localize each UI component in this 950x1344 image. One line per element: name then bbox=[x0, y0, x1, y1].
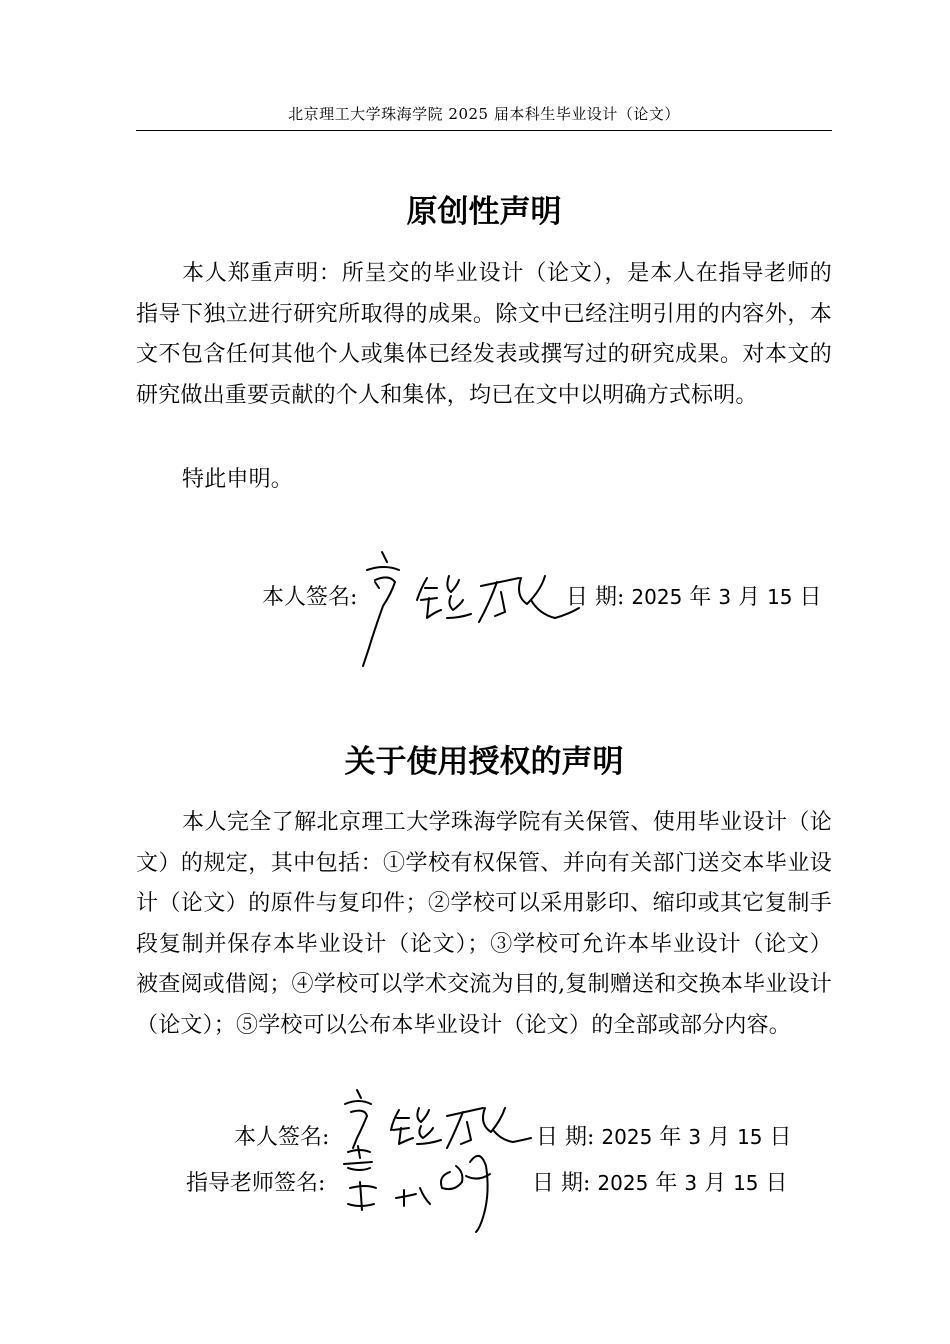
signature-label: 本人签名: bbox=[262, 585, 358, 610]
student-handwritten-signature bbox=[355, 548, 585, 673]
date-year: 2025 bbox=[597, 1171, 649, 1195]
date-row-1 bbox=[566, 580, 822, 611]
date-row-3 bbox=[532, 1166, 788, 1197]
date-label: 日 期: bbox=[566, 585, 625, 610]
student-signature-row bbox=[262, 580, 357, 611]
date-year: 2025 bbox=[601, 1125, 653, 1149]
year-unit: 年 bbox=[689, 585, 712, 610]
date-month: 3 bbox=[718, 585, 732, 609]
date-day: 15 bbox=[733, 1171, 759, 1195]
originality-statement-closing: 特此申明。 bbox=[182, 467, 294, 492]
date-month: 3 bbox=[688, 1125, 702, 1149]
day-unit: 日 bbox=[799, 585, 822, 610]
originality-statement-title: 原创性声明 bbox=[406, 194, 562, 230]
month-unit: 月 bbox=[704, 1171, 727, 1196]
date-day: 15 bbox=[767, 585, 793, 609]
date-label: 日 期: bbox=[536, 1125, 595, 1150]
year-unit: 年 bbox=[655, 1171, 678, 1196]
day-unit: 日 bbox=[769, 1125, 792, 1150]
advisor-signature-label: 指导老师签名: bbox=[186, 1171, 326, 1196]
authorization-statement-body: 本人完全了解北京理工大学珠海学院有关保管、使用毕业设计（论文）的规定，其中包括：①学校有权保管、并向有关部门送交本毕业设计（论文）的原件与复印件；②学校可以采用影印、缩印或其它复制手段复制并保存本毕业设计（论文）；③学校可允许本毕业设计（论文）被查阅或借阅；④学校可以学术交流为目的,复制赠送和交换本毕业设计（论文）；⑤学校可以公布本毕业设计（论文）的全部或部分内容。 bbox=[136, 810, 832, 1038]
header-rule bbox=[136, 130, 832, 131]
day-unit: 日 bbox=[765, 1171, 788, 1196]
advisor-signature-row bbox=[186, 1166, 325, 1197]
advisor-handwritten-signature bbox=[330, 1142, 510, 1237]
running-header: 北京理工大学珠海学院 2025 届本科生毕业设计（论文） bbox=[288, 105, 680, 123]
date-day: 15 bbox=[737, 1125, 763, 1149]
originality-statement-body: 本人郑重声明：所呈交的毕业设计（论文），是本人在指导老师的指导下独立进行研究所取得的成果。除文中已经注明引用的内容外，本文不包含任何其他个人或集体已经发表或撰写过的研究成果。对本文的研究做出重要贡献的个人和集体，均已在文中以明确方式标明。 bbox=[136, 261, 832, 408]
student-signature-label: 本人签名: bbox=[234, 1125, 330, 1150]
date-month: 3 bbox=[684, 1171, 698, 1195]
date-label: 日 期: bbox=[532, 1171, 591, 1196]
year-unit: 年 bbox=[659, 1125, 682, 1150]
month-unit: 月 bbox=[708, 1125, 731, 1150]
student-signature-row-2 bbox=[234, 1120, 329, 1151]
date-year: 2025 bbox=[631, 585, 683, 609]
month-unit: 月 bbox=[738, 585, 761, 610]
authorization-statement-title: 关于使用授权的声明 bbox=[344, 744, 624, 780]
date-row-2 bbox=[536, 1120, 792, 1151]
